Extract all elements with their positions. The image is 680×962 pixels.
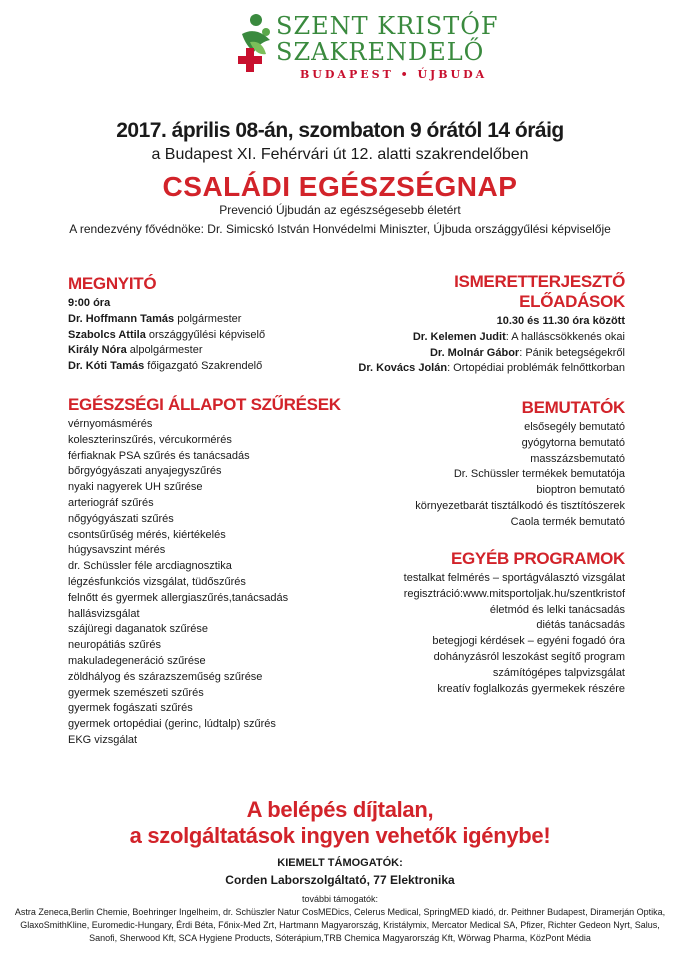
speaker-role: országgyűlési képviselő [145, 328, 266, 341]
screening-item: húgysavszint mérés [68, 544, 166, 557]
lectures-section [358, 272, 625, 377]
other-programs-section [404, 549, 625, 697]
lecture-item [358, 361, 625, 377]
screening-item: hallásvizsgálat [68, 607, 140, 620]
speaker-line [68, 312, 265, 328]
main-sponsors-label: KIEMELT TÁMOGATÓK: [277, 857, 403, 869]
lectures-time: 10.30 és 11.30 óra között [496, 315, 625, 327]
speaker-role: alpolgármester [126, 344, 203, 357]
family-logo-icon [236, 12, 276, 78]
program-item: dohányzásról leszokást segítő program [433, 650, 625, 663]
screening-item: dr. Schüssler féle arcdiagnosztika [68, 560, 232, 573]
other-sponsors-label: további támogatók: [301, 894, 379, 904]
screening-item: makuladegeneráció szűrése [68, 654, 206, 667]
opening-heading: MEGNYITÓ [68, 274, 157, 293]
program-item: kreatív foglalkozás gyermekek részére [437, 682, 625, 695]
logo-location: BUDAPEST • ÚJBUDA [300, 68, 488, 81]
demo-item: Dr. Schüssler termékek bemutatója [453, 468, 625, 481]
screening-item: gyermek szemészeti szűrés [68, 686, 204, 699]
lecturer-name: Dr. Kovács Jolán [358, 362, 448, 375]
program-item: regisztráció:www.mitsportoljak.hu/szentkristof [403, 587, 625, 600]
screening-item: gyermek fogászati szűrés [68, 702, 193, 715]
other-sponsors-line: Astra Zeneca,Berlin Chemie, Boehringer Ingelheim, dr. Schüszler Natur CosMEDics, Celerus Medical, SpringMED kiadó, dr. Peithner Budapest, Diramerján Optika, [14, 907, 666, 917]
speaker-name: Szabolcs Attila [68, 328, 146, 341]
event-title: CSALÁDI EGÉSZSÉGNAP [162, 171, 518, 202]
screening-item: vérnyomásmérés [68, 418, 153, 430]
event-date: 2017. április 08-án, szombaton 9 órától 14 óráig [116, 119, 564, 142]
speaker-line [68, 359, 265, 375]
speaker-name: Dr. Kóti Tamás [68, 360, 145, 373]
screening-item: bőrgyógyászati anyajegyszűrés [68, 465, 222, 478]
demo-item: gyógytorna bemutató [521, 436, 625, 449]
demo-item: Caola termék bemutató [510, 515, 625, 528]
lecture-topic: : A halláscsökkenés okai [505, 330, 625, 343]
lecture-topic: : Pánik betegségekről [519, 346, 625, 359]
program-item: betegjogi kérdések – egyéni fogadó óra [432, 635, 625, 648]
screening-item: EKG vizsgálat [68, 733, 138, 746]
screening-item: férfiaknak PSA szűrés és tanácsadás [68, 449, 250, 462]
event-patron: A rendezvény fővédnöke: Dr. Simicskó István Honvédelmi Miniszter, Újbuda országgyűlési képviselője [69, 222, 611, 236]
speaker-role: főigazgató Szakrendelő [144, 360, 263, 373]
lecture-item [358, 346, 625, 362]
screening-item: felnőtt és gyermek allergiaszűrés,tanácsadás [68, 591, 289, 604]
screening-item: szájüregi daganatok szűrése [68, 623, 209, 636]
screening-item: arteriográf szűrés [68, 496, 154, 509]
logo-name-line1: SZENT KRISTÓF [276, 12, 499, 40]
main-sponsors: Corden Laborszolgáltató, 77 Elektronika [225, 873, 455, 887]
speaker-role: polgármester [174, 312, 242, 325]
free-entry-line1: A belépés díjtalan, [246, 797, 434, 822]
speaker-name: Dr. Hoffmann Tamás [68, 312, 175, 325]
other-programs-heading: EGYÉB PROGRAMOK [450, 549, 625, 568]
screening-item: nyaki nagyerek UH szűrése [68, 481, 203, 494]
lecturer-name: Dr. Kelemen Judit [412, 330, 506, 343]
screenings-section [68, 395, 341, 749]
opening-section [68, 274, 265, 375]
free-entry-line2: a szolgáltatások ingyen vehetők igénybe! [129, 823, 551, 848]
opening-time: 9:00 óra [68, 297, 111, 309]
other-sponsors-line: Sanofi, Sherwood Kft, SCA Hygiene Products, Sóterápium,TRB Chemica Magyarország Kft, Wörwag Pharma, KözPont Média [89, 933, 591, 943]
demos-section [415, 398, 625, 531]
program-item: életmód és lelki tanácsadás [489, 603, 625, 616]
logo-name-line2: SZAKRENDELŐ [276, 38, 485, 66]
screening-item: gyermek ortopédiai (gerinc, lúdtalp) szűrés [68, 718, 276, 731]
lectures-heading-line2: ELŐADÁSOK [519, 292, 625, 311]
speaker-line [68, 328, 265, 344]
demo-item: bioptron bemutató [536, 484, 625, 497]
screening-item: csontsűrűség mérés, kiértékelés [68, 528, 226, 541]
event-subtitle: Prevenció Újbudán az egészségesebb életért [219, 203, 461, 217]
screening-item: nőgyógyászati szűrés [68, 512, 174, 525]
screenings-heading: EGÉSZSÉGI ÁLLAPOT SZŰRÉSEK [68, 395, 341, 414]
lecture-topic: : Ortopédiai problémák felnőttkorban [447, 362, 625, 375]
lecturer-name: Dr. Molnár Gábor [429, 346, 520, 359]
logo [236, 6, 499, 84]
screening-item: légzésfunkciós vizsgálat, tüdőszűrés [68, 575, 246, 588]
demos-heading: BEMUTATÓK [521, 398, 625, 417]
screening-item: neuropátiás szűrés [68, 639, 161, 652]
program-item: diétás tanácsadás [536, 619, 625, 632]
speaker-name: Király Nóra [68, 344, 127, 357]
program-item: testalkat felmérés – sportágválasztó vizsgálat [403, 572, 625, 584]
program-item: számítógépes talpvizsgálat [492, 666, 625, 679]
lectures-heading-line1: ISMERETTERJESZTŐ [454, 272, 625, 291]
screening-item: zöldhályog és szárazszeműség szűrése [68, 670, 263, 683]
event-venue: a Budapest XI. Fehérvári út 12. alatti szakrendelőben [151, 146, 529, 163]
demo-item: masszázsbemutató [530, 452, 625, 465]
demo-item: környezetbarát tisztálkodó és tisztítószerek [415, 499, 625, 512]
screening-item: koleszterinszűrés, vércukormérés [68, 433, 232, 446]
speaker-line [68, 343, 265, 359]
other-sponsors-line: GlaxoSmithKline, Euromedic-Hungary, Érdi Béta, Főnix-Med Zrt, Hartmann Magyarország, Kristálymix, Mercator Medical SA, Pfizer, Richter Gedeon Nyrt, Salus, [20, 920, 660, 930]
lecture-item [358, 330, 625, 346]
demo-item: elsősegély bemutató [524, 421, 625, 433]
